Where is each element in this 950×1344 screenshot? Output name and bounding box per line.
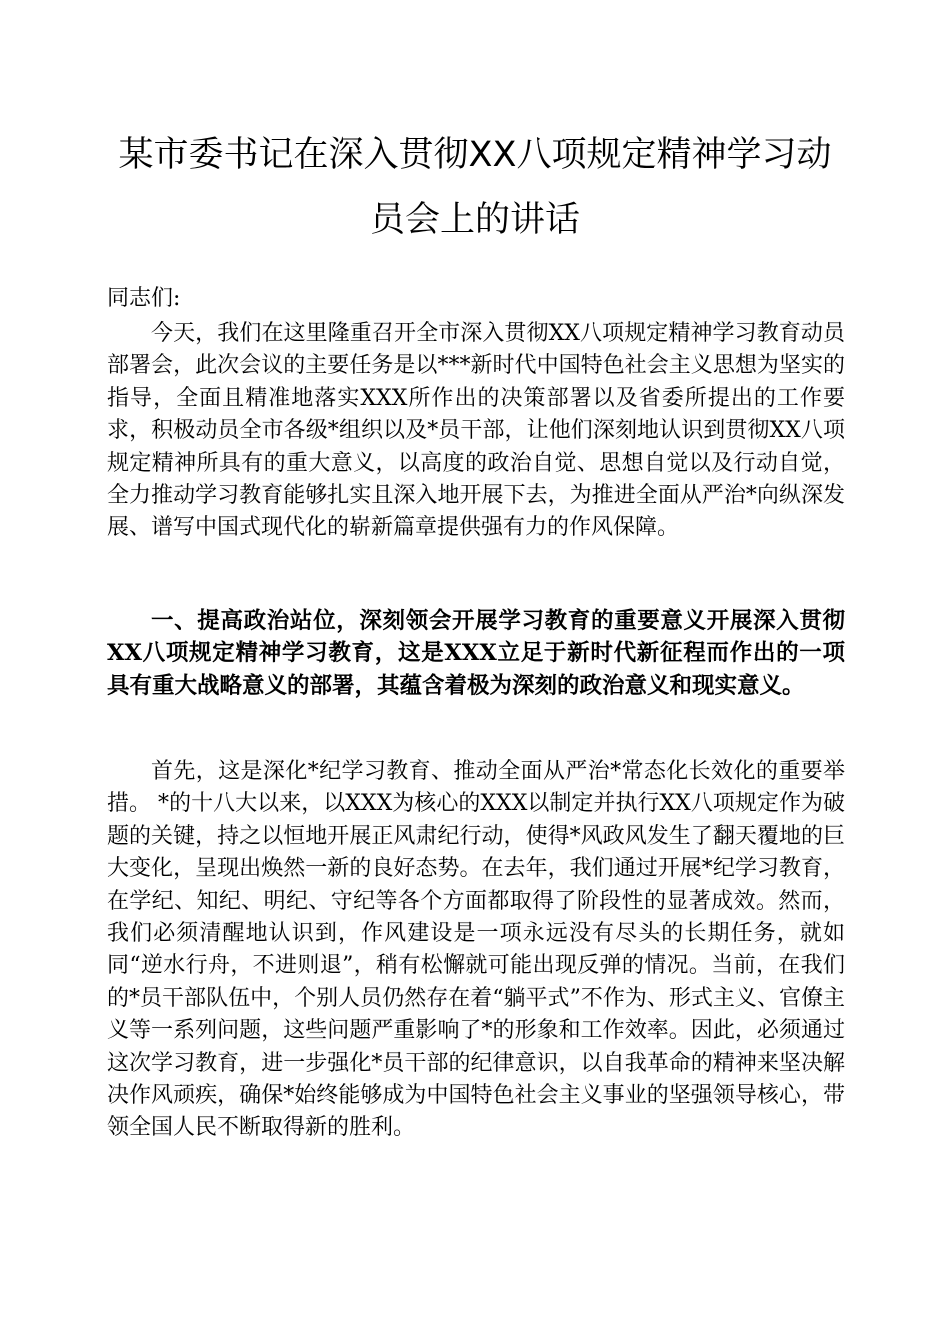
paragraph-opening: 今天，我们在这里隆重召开全市深入贯彻XX八项规定精神学习教育动员部署会，此次会议的主要任务是以***新时代中国特色社会主义思想为坚实的指导，全面且精准地落实XXX所作出的决策部署以及省委所提出的工作要求，积极动员全市各级*组织以及*员干部，让他们深刻地认识到贯彻XX八项规定精神所具有的重大意义，以高度的政治自觉、思想自觉以及行动自觉，全力推动学习教育能够扎实且深入地开展下去，为推进全面从严治*向纵深发展、谱写中国式现代化的崭新篇章提供强有力的作风保障。 — [107, 321, 845, 541]
salutation: 同志们: — [107, 286, 181, 311]
document-title-line-2: 员会上的讲话 — [369, 200, 580, 240]
paragraph-first-point: 首先，这是深化*纪学习教育、推动全面从严治*常态化长效化的重要举措。 *的十八大以来，以XXX为核心的XXX以制定并执行XX八项规定作为破题的关键，持之以恒地开展正风肃纪行动，使得*风政风发生了翻天覆地的巨大变化，呈现出焕然一新的良好态势。在去年，我们通过开展*纪学习教育，在学纪、知纪、明纪、守纪等各个方面都取得了阶段性的显著成效。然而，我们必须清醒地认识到，作风建设是一项永远没有尽头的长期任务，就如同“逆水行舟，不进则退”，稍有松懈就可能出现反弹的情况。当前，在我们的*员干部队伍中，个别人员仍然存在着“躺平式”不作为、形式主义、官僚主义等一系列问题，这些问题严重影响了*的形象和工作效率。因此，必须通过这次学习教育，进一步强化*员干部的纪律意识，以自我革命的精神来坚决解决作风顽疾，确保*始终能够成为中国特色社会主义事业的坚强领导核心，带领全国人民不断取得新的胜利。 — [107, 759, 845, 1141]
document-title-line-1: 某市委书记在深入贯彻XX八项规定精神学习动 — [118, 135, 832, 175]
section-heading-1: 一、提高政治站位，深刻领会开展学习教育的重要意义开展深入贯彻XX八项规定精神学习教育，这是XXX立足于新时代新征程而作出的一项具有重大战略意义的部署，其蕴含着极为深刻的政治意义和现实意义。 — [107, 608, 845, 699]
